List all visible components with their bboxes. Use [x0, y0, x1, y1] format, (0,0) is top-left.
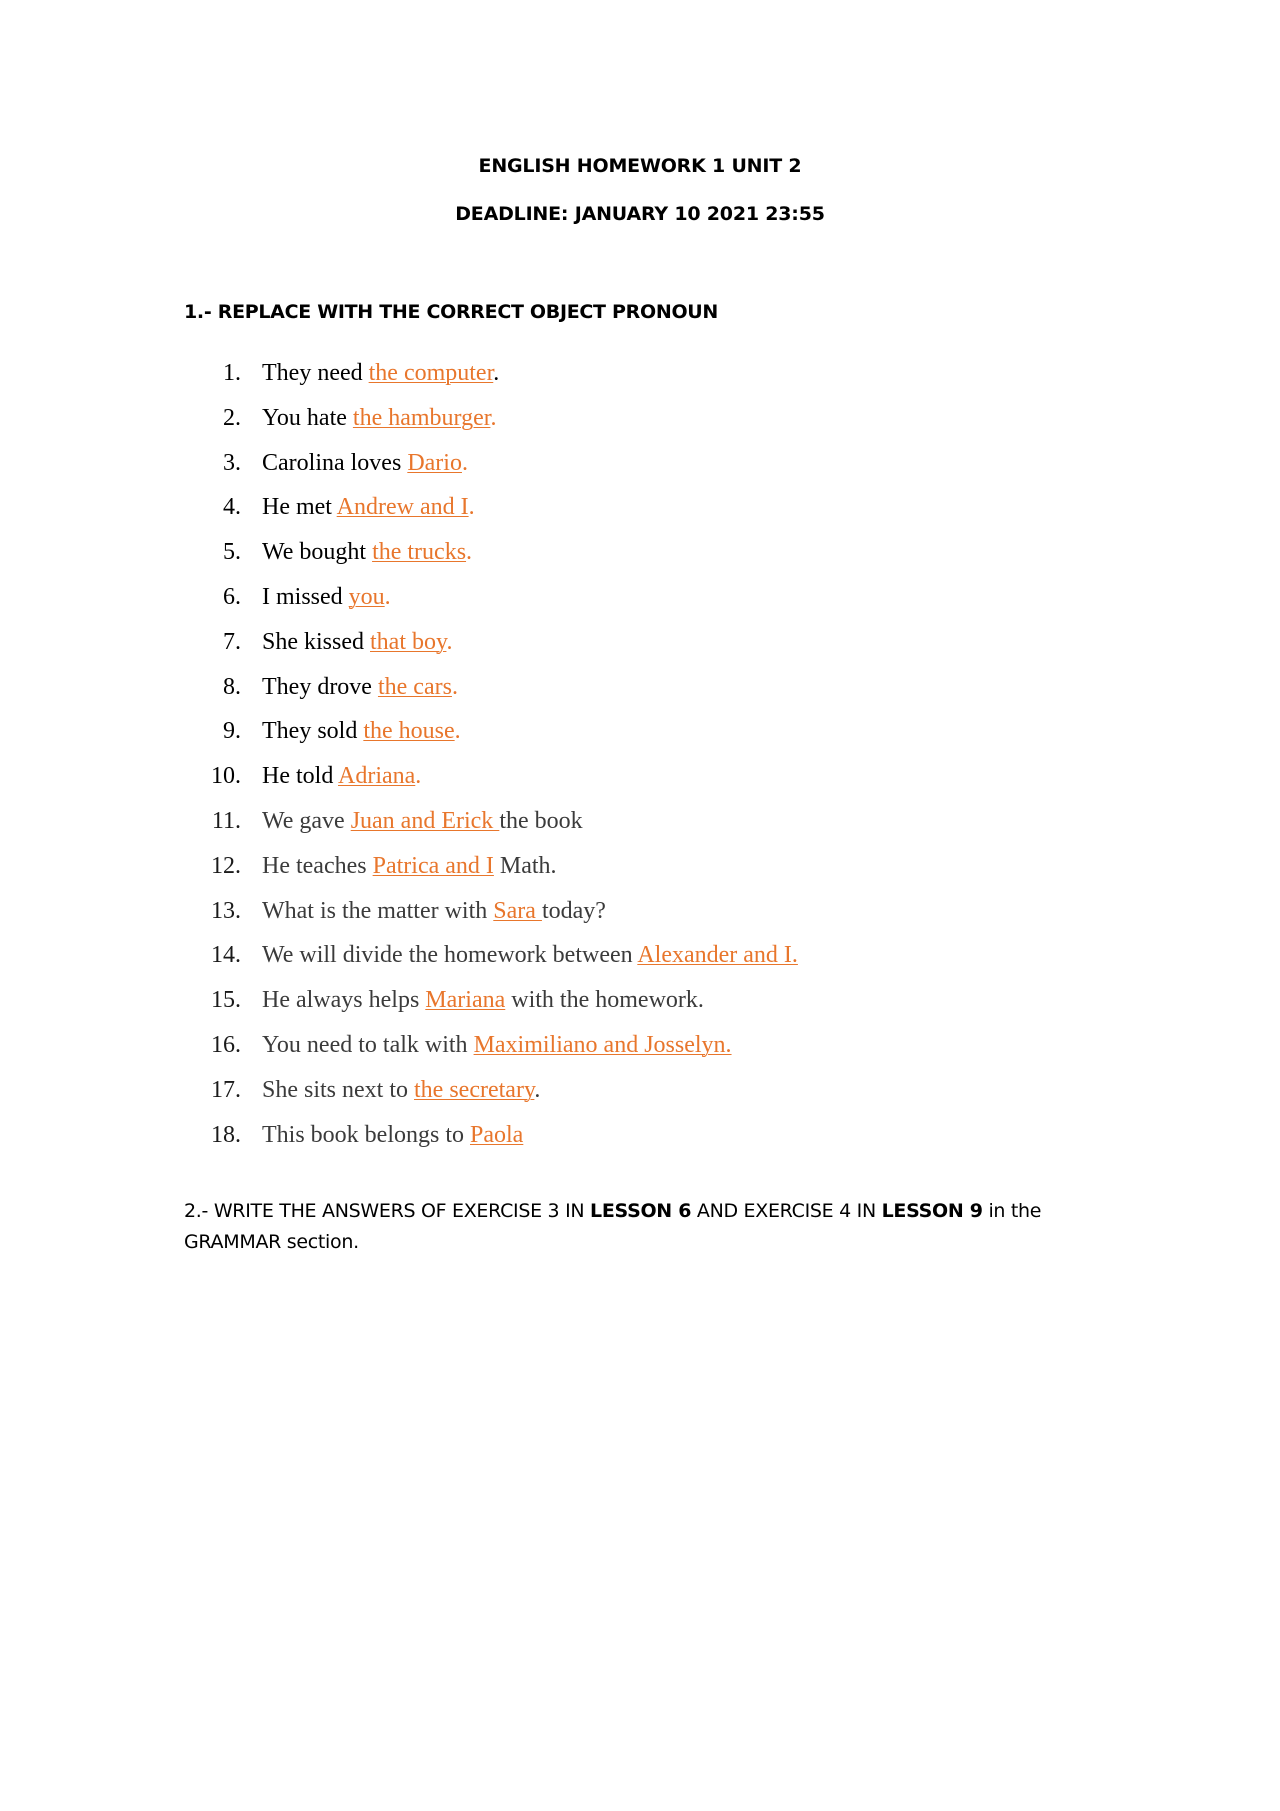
section-2-instructions: [184, 1196, 1084, 1258]
sentence-start: She kissed: [262, 628, 370, 655]
object-to-replace[interactable]: the cars: [377, 673, 452, 700]
exercise-list: [0, 359, 1100, 1165]
sentence-start: What is the matter with: [262, 897, 494, 924]
sentence-period: .: [468, 494, 475, 521]
exercise-item: [0, 583, 1100, 628]
sentence-end: with the homework.: [505, 987, 704, 1014]
section-2-text-part1: 2.- WRITE THE ANSWERS OF EXERCISE 3 IN: [184, 1200, 591, 1222]
object-to-replace[interactable]: Mariana: [425, 987, 506, 1014]
object-to-replace[interactable]: the hamburger: [352, 404, 491, 431]
object-to-replace[interactable]: Alexander and I.: [637, 942, 798, 969]
exercise-item: [0, 538, 1100, 583]
sentence-start: This book belongs to: [262, 1121, 470, 1148]
exercise-sentence: [262, 986, 704, 1014]
exercise-number: 11.: [211, 807, 241, 834]
sentence-start: We gave: [262, 807, 351, 834]
exercise-number: 2.: [223, 404, 241, 431]
exercise-sentence: [262, 493, 475, 521]
section-2-lesson-6: LESSON 6: [590, 1200, 692, 1222]
sentence-start: We will divide the homework between: [262, 942, 638, 969]
section-1-heading: 1.- REPLACE WITH THE CORRECT OBJECT PRONOUN: [184, 301, 719, 323]
exercise-number: 3.: [223, 449, 241, 476]
object-to-replace[interactable]: Juan and Erick: [350, 807, 500, 834]
exercise-sentence: [262, 1121, 523, 1149]
exercise-number: 14.: [211, 942, 241, 969]
exercise-item: [0, 717, 1100, 762]
exercise-item: [0, 941, 1100, 986]
sentence-start: We bought: [262, 539, 373, 566]
exercise-number: 4.: [223, 494, 241, 521]
sentence-period: .: [384, 583, 391, 610]
exercise-number: 15.: [211, 987, 241, 1014]
exercise-number: 13.: [211, 897, 241, 924]
exercise-number: 12.: [211, 852, 241, 879]
sentence-end: .: [493, 360, 500, 386]
section-2-lesson-9: LESSON 9: [881, 1200, 983, 1222]
sentence-start: She sits next to: [262, 1076, 415, 1103]
object-to-replace[interactable]: Adriana: [338, 763, 416, 790]
exercise-sentence: [262, 583, 391, 611]
exercise-sentence: [262, 941, 798, 969]
sentence-start: I missed: [262, 583, 349, 610]
exercise-sentence: [262, 359, 499, 387]
exercise-number: 18.: [211, 1121, 241, 1148]
object-to-replace[interactable]: the trucks: [372, 539, 467, 566]
exercise-item: [0, 1121, 1100, 1166]
exercise-item: [0, 359, 1100, 404]
exercise-item: [0, 762, 1100, 807]
exercise-item: [0, 986, 1100, 1031]
sentence-period: .: [466, 539, 473, 566]
exercise-item: [0, 852, 1100, 897]
exercise-item: [0, 807, 1100, 852]
sentence-period: .: [446, 628, 453, 655]
sentence-start: Carolina loves: [262, 449, 408, 476]
object-to-replace[interactable]: Maximiliano and Josselyn.: [473, 1031, 732, 1058]
sentence-period: .: [490, 404, 497, 431]
object-to-replace[interactable]: that boy: [370, 628, 447, 655]
object-to-replace[interactable]: Paola: [470, 1121, 524, 1148]
exercise-item: [0, 404, 1100, 449]
exercise-item: [0, 673, 1100, 718]
sentence-period: .: [415, 763, 422, 790]
object-to-replace[interactable]: Patrica and I: [372, 852, 494, 879]
exercise-sentence: [262, 1076, 540, 1104]
exercise-number: 9.: [223, 718, 241, 745]
object-to-replace[interactable]: the computer: [368, 360, 494, 386]
exercise-item: [0, 1031, 1100, 1076]
exercise-sentence: [262, 807, 583, 835]
exercise-sentence: [262, 404, 496, 432]
exercise-number: 6.: [223, 583, 241, 610]
sentence-period: .: [454, 718, 461, 745]
sentence-start: He met: [262, 494, 337, 521]
exercise-sentence: [262, 628, 452, 656]
exercise-item: [0, 449, 1100, 494]
exercise-sentence: [262, 1031, 732, 1059]
exercise-sentence: [262, 762, 421, 790]
exercise-number: 17.: [211, 1076, 241, 1103]
sentence-start: You hate: [262, 404, 353, 431]
exercise-sentence: [262, 717, 461, 745]
exercise-number: 16.: [211, 1031, 241, 1058]
exercise-item: [0, 897, 1100, 942]
sentence-period: .: [451, 673, 458, 700]
object-to-replace[interactable]: the secretary: [414, 1076, 535, 1103]
exercise-number: 8.: [223, 673, 241, 700]
object-to-replace[interactable]: Dario: [407, 449, 462, 476]
sentence-start: He always helps: [262, 987, 426, 1014]
section-2-text-part3: in the GRAMMAR section.: [184, 1200, 1042, 1253]
sentence-end: the book: [499, 807, 583, 834]
exercise-item: [0, 1076, 1100, 1121]
object-to-replace[interactable]: you: [348, 583, 385, 610]
exercise-item: [0, 493, 1100, 538]
document-title: ENGLISH HOMEWORK 1 UNIT 2: [478, 155, 802, 177]
exercise-sentence: [262, 852, 557, 880]
exercise-number: 1.: [223, 360, 241, 386]
sentence-start: He told: [262, 763, 338, 790]
sentence-start: They sold: [262, 718, 364, 745]
deadline-line: DEADLINE: JANUARY 10 2021 23:55: [455, 203, 825, 225]
exercise-item: [0, 628, 1100, 673]
object-to-replace[interactable]: Sara: [493, 897, 542, 924]
sentence-start: He teaches: [262, 852, 373, 879]
section-2-text-part2: AND EXERCISE 4 IN: [691, 1200, 882, 1222]
exercise-number: 10.: [211, 763, 241, 790]
object-to-replace[interactable]: the house: [363, 718, 455, 745]
object-to-replace[interactable]: Andrew and I: [336, 494, 469, 521]
exercise-sentence: [262, 897, 606, 925]
exercise-sentence: [262, 673, 458, 701]
exercise-number: 5.: [223, 539, 241, 566]
sentence-start: They need: [262, 360, 369, 386]
exercise-number: 7.: [223, 628, 241, 655]
sentence-end: .: [534, 1076, 541, 1103]
sentence-period: .: [461, 449, 468, 476]
exercise-sentence: [262, 449, 468, 477]
exercise-sentence: [262, 538, 472, 566]
sentence-start: You need to talk with: [262, 1031, 474, 1058]
sentence-end: Math.: [493, 852, 557, 879]
sentence-start: They drove: [262, 673, 378, 700]
sentence-end: today?: [541, 897, 606, 924]
